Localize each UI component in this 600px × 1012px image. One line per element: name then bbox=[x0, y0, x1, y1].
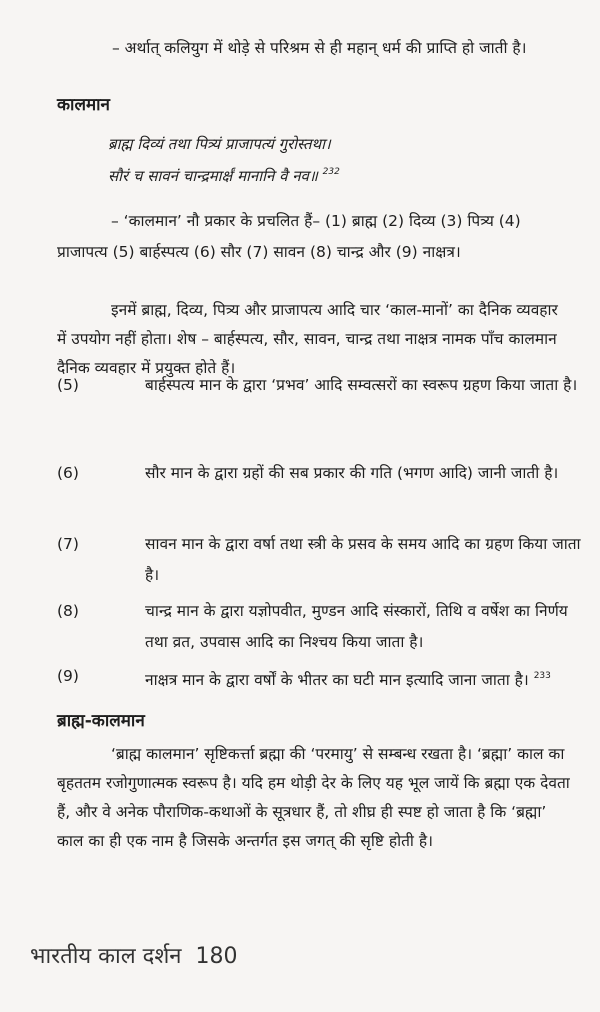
page-footer bbox=[30, 940, 238, 970]
verse-line-2 bbox=[108, 158, 578, 190]
list-item-text-wrap bbox=[145, 661, 585, 696]
list-item-text: सावन मान के द्वारा वर्षा तथा स्त्री के प्रसव के समय आदि का ग्रहण किया जाता है। bbox=[145, 535, 581, 584]
verse-line-2-text: सौरं च सावनं चान्द्रमार्क्षं मानानि वै नव॥ bbox=[108, 167, 318, 185]
footnote-ref-232: 232 bbox=[322, 167, 340, 177]
kalaman-types-paragraph: – ‘कालमान’ नौ प्रकार के प्रचलित हैं– (1) ब्राह्म (2) दिव्य (3) पित्र्य (4) प्राजापत्य (5) बार्हस्पत्य (6) सौर (7) सावन (8) चान्द्र और (9) नाक्षत्र। bbox=[57, 212, 521, 261]
page-number: 180 bbox=[195, 944, 238, 969]
footnote-ref-233: 233 bbox=[533, 671, 551, 681]
list-item-text: नाक्षत्र मान के द्वारा वर्षों के भीतर का घटी मान इत्यादि जाना जाता है। bbox=[145, 671, 529, 689]
list-item-text: चान्द्र मान के द्वारा यज्ञोपवीत, मुण्डन आदि संस्कारों, तिथि व वर्षेश का निर्णय तथा व्रत, उपवास आदि का निश्चय किया जाता है। bbox=[145, 602, 568, 651]
section-heading-brahma-kalaman: ब्राह्म-कालमान bbox=[57, 711, 145, 731]
list-item-number: (6) bbox=[57, 464, 79, 482]
list-item-number: (8) bbox=[57, 602, 79, 620]
list-item-number: (9) bbox=[57, 667, 79, 685]
sanskrit-verse bbox=[108, 130, 578, 190]
list-item-text: बार्हस्पत्य मान के द्वारा ‘प्रभव’ आदि सम्वत्सरों का स्वरूप ग्रहण किया जाता है। bbox=[145, 376, 578, 394]
list-item-number: (5) bbox=[57, 376, 79, 394]
book-title: भारतीय काल दर्शन bbox=[30, 944, 182, 969]
kalaman-usage-paragraph: इनमें ब्राह्म, दिव्य, पित्र्य और प्राजापत्य आदि चार ‘काल-मानों’ का दैनिक व्यवहार में उपयोग नहीं होता। शेष – बार्हस्पत्य, सौर, सावन, चान्द्र तथा नाक्षत्र नामक पाँच कालमान दैनिक व्यवहार में प्रयुक्त होते हैं। bbox=[57, 301, 558, 377]
verse-line-1: ब्राह्म दिव्यं तथा पित्र्यं प्राजापत्यं गुरोस्तथा। bbox=[108, 135, 331, 153]
section-heading-kalaman: कालमान bbox=[57, 95, 110, 115]
list-item-text: सौर मान के द्वारा ग्रहों की सब प्रकार की गति (भगण आदि) जानी जाती है। bbox=[145, 464, 559, 482]
intro-paragraph: – अर्थात् कलियुग में थोड़े से परिश्रम से ही महान् धर्म की प्राप्ति हो जाती है। bbox=[112, 39, 527, 57]
brahma-kalaman-paragraph: ‘ब्राह्म कालमान’ सृष्टिकर्त्ता ब्रह्मा की ‘परमायु’ से सम्बन्ध रखता है। ‘ब्रह्मा’ काल का बृहततम रजोगुणात्मक स्वरूप है। यदि हम थोड़ी देर के लिए यह भूल जायें कि ब्रह्मा एक देवता हैं, और वे अनेक पौराणिक-कथाओं के सूत्रधार हैं, तो शीघ्र ही स्पष्ट हो जाता है कि ‘ब्रह्मा’ काल का ही एक नाम है जिसके अन्तर्गत इस जगत् की सृष्टि होती है। bbox=[57, 745, 570, 850]
list-item-number: (7) bbox=[57, 535, 79, 553]
